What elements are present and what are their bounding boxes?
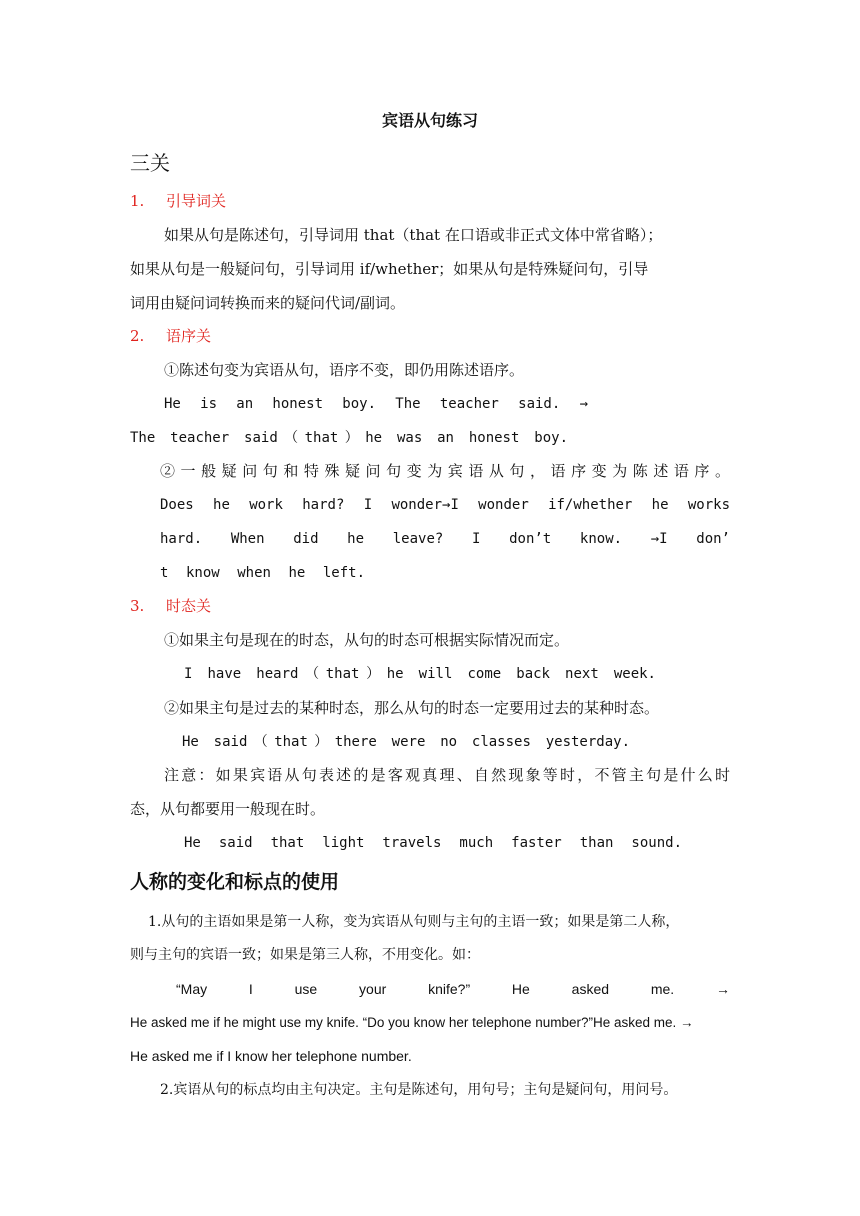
gate1-heading — [130, 191, 226, 211]
gate3-heading — [130, 596, 211, 616]
heading-person-and-punctuation: 人称的变化和标点的使用 — [130, 872, 340, 893]
gate1-text-line3: 词用由疑问词转换而来的疑问代词/副词。 — [130, 294, 406, 312]
person-example-line3: He asked me if I know her telephone number. — [130, 1048, 412, 1064]
gate2-heading — [130, 326, 211, 346]
gate3-rule2: ②如果主句是过去的某种时态，那么从句的时态一定要用过去的某种时态。 — [164, 699, 660, 717]
gate2-rule1: ①陈述句变为宾语从句，语序不变，即仍用陈述语序。 — [164, 361, 525, 379]
gate2-label: 语序关 — [166, 327, 212, 345]
gate3-example2: He said（that）there were no classes yesterday. — [182, 734, 630, 750]
gate2-example2-line1: Does he work hard? I wonder→I wonder if/whether he works — [160, 497, 730, 513]
heading-three-gates: 三关 — [130, 151, 170, 175]
gate3-note-line1: 注意：如果宾语从句表述的是客观真理、自然现象等时，不管主句是什么时 — [164, 766, 730, 784]
gate2-example2-line2: hard. When did he leave? I don’t know. →I don’ — [160, 531, 730, 547]
gate2-number: 2. — [130, 327, 145, 345]
punctuation-rule: 2.宾语从句的标点均由主句决定。主句是陈述句，用句号；主句是疑问句，用问号。 — [160, 1082, 678, 1098]
gate2-example1-line1: He is an honest boy. The teacher said. → — [164, 396, 588, 412]
person-example-line1: “May I use your knife?” He asked me. → — [176, 981, 730, 997]
gate1-label: 引导词关 — [166, 192, 227, 210]
gate1-text-line2: 如果从句是一般疑问句，引导词用 if/whether；如果从句是特殊疑问句，引导 — [130, 260, 649, 278]
gate3-label: 时态关 — [166, 597, 212, 615]
person-rule1-line1: 1.从句的主语如果是第一人称，变为宾语从句则与主句的主语一致；如果是第二人称， — [148, 914, 680, 930]
gate3-example3: He said that light travels much faster than sound. — [184, 835, 682, 851]
gate1-number: 1. — [130, 192, 145, 210]
gate2-example1-line2: The teacher said（that）he was an honest boy. — [130, 430, 568, 446]
gate2-rule2: ②一般疑问句和特殊疑问句变为宾语从句，语序变为陈述语序。 — [160, 462, 730, 480]
gate3-number: 3. — [130, 597, 145, 615]
gate3-note-line2: 态，从句都要用一般现在时。 — [130, 800, 326, 818]
gate2-example2-line3: t know when he left. — [160, 565, 365, 581]
gate1-text-line1: 如果从句是陈述句，引导词用 that（that 在口语或非正式文体中常省略）； — [164, 226, 663, 244]
page-title: 宾语从句练习 — [381, 111, 478, 130]
gate3-rule1: ①如果主句是现在的时态，从句的时态可根据实际情况而定。 — [164, 631, 570, 649]
person-example-line2: He asked me if he might use my knife. “Do you know her telephone number?”He asked me. → — [130, 1015, 694, 1030]
person-rule1-line2: 则与主句的宾语一致；如果是第三人称，不用变化。如： — [130, 947, 480, 963]
gate3-example1: I have heard（that）he will come back next week. — [184, 666, 656, 682]
